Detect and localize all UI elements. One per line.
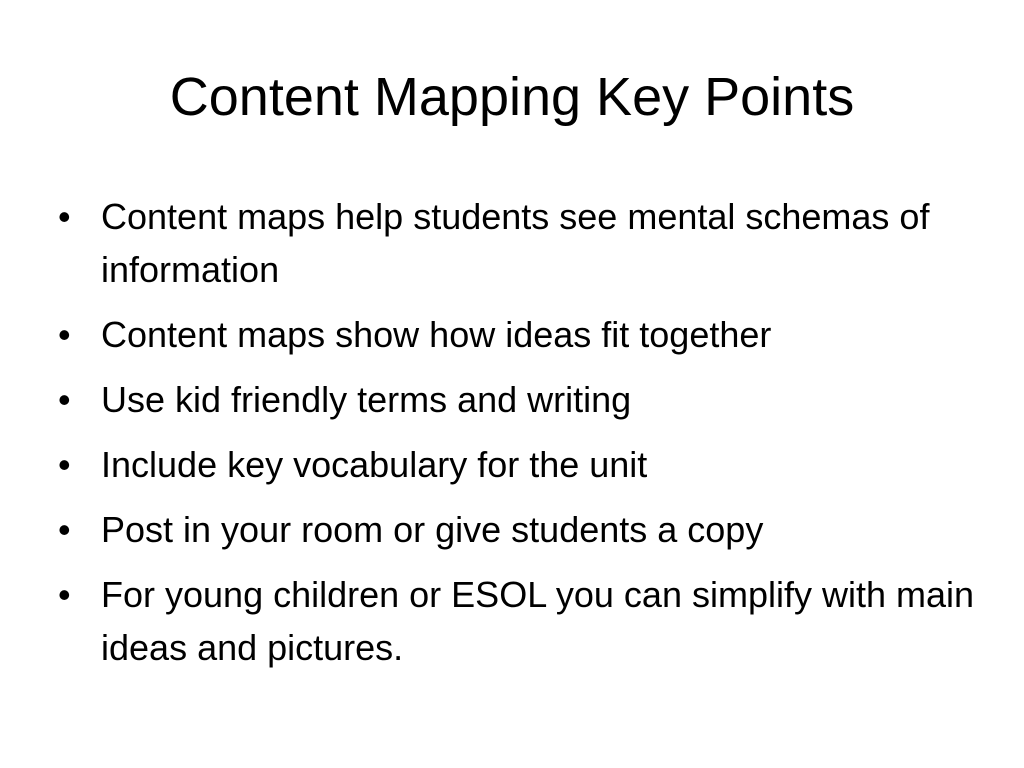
bullet-marker: • <box>58 314 71 355</box>
bullet-marker: • <box>58 574 71 615</box>
bullet-text: Include key vocabulary for the unit <box>101 444 648 485</box>
bullet-text: Content maps show how ideas fit together <box>101 314 772 355</box>
bullet-item-young-children-esol <box>58 568 978 674</box>
bullet-item-ideas-fit <box>58 308 978 361</box>
bullet-marker: • <box>58 444 71 485</box>
bullet-item-key-vocabulary <box>58 438 978 491</box>
slide-title: Content Mapping Key Points <box>169 67 855 127</box>
bullet-text: For young children or ESOL you can simplify with main ideas and pictures. <box>101 574 975 668</box>
bullet-item-maps-schemas <box>58 190 978 296</box>
bullet-text: Content maps help students see mental schemas of information <box>101 196 930 290</box>
bullet-item-post-room <box>58 503 978 556</box>
bullet-text: Post in your room or give students a copy <box>101 509 764 550</box>
bullet-marker: • <box>58 196 71 237</box>
bullet-item-kid-friendly <box>58 373 978 426</box>
bullet-text: Use kid friendly terms and writing <box>101 379 632 420</box>
bullet-marker: • <box>58 379 71 420</box>
bullet-list <box>58 190 978 686</box>
bullet-marker: • <box>58 509 71 550</box>
